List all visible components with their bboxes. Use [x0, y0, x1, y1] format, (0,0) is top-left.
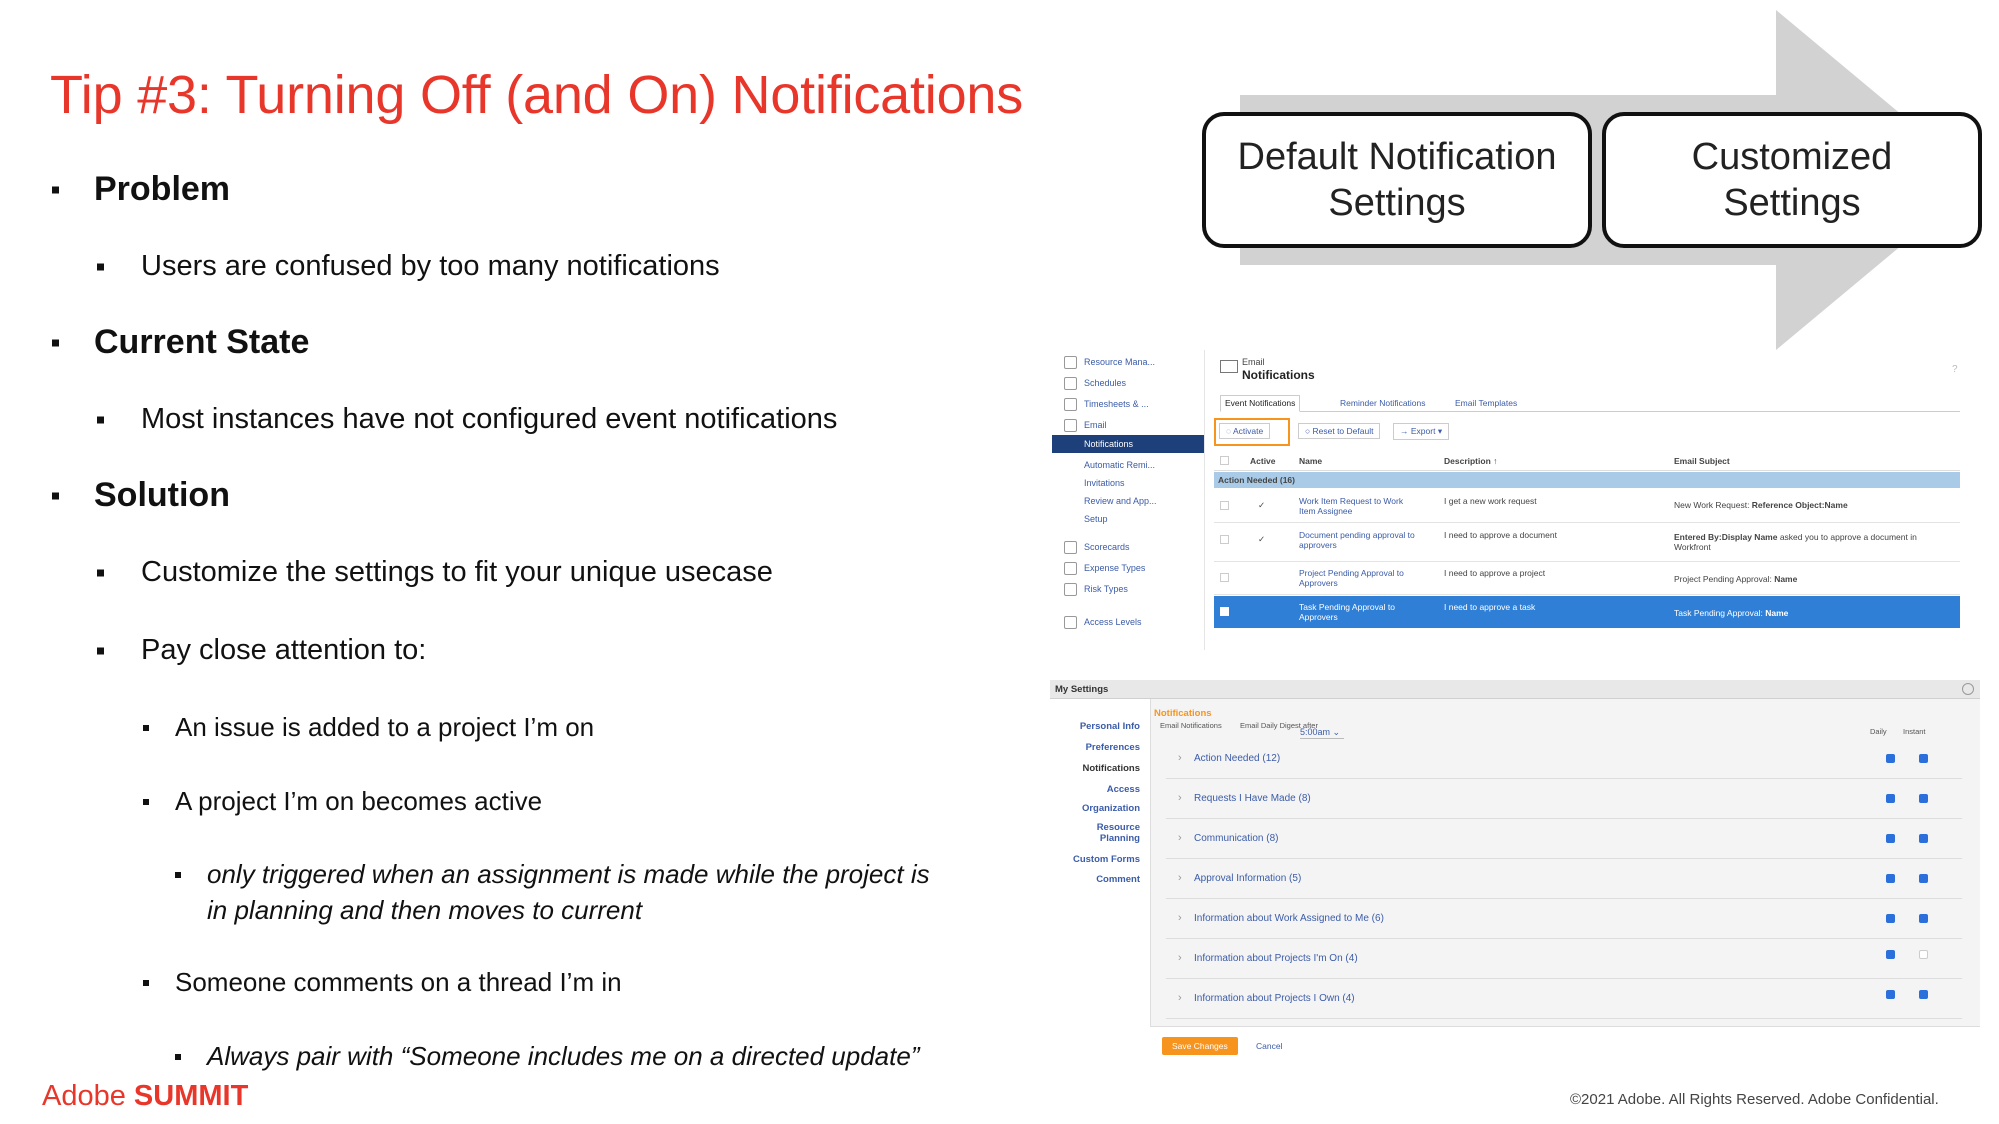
daily-checkbox[interactable] — [1886, 990, 1895, 999]
chevron-down-icon: ▾ — [1435, 426, 1443, 436]
sidebar-item-notifications[interactable] — [1052, 435, 1204, 453]
expense-icon — [1064, 562, 1077, 575]
bullet-marker — [143, 799, 149, 805]
bullet-sub — [97, 403, 837, 436]
category-label: Action Needed (12) — [1194, 753, 1281, 764]
calendar-icon — [1064, 377, 1077, 390]
category-label: Communication (8) — [1194, 833, 1279, 844]
notification-category-row[interactable] — [1166, 780, 1962, 819]
chevron-right-icon: › — [1178, 832, 1182, 844]
sidebar-item-setup[interactable]: Setup — [1084, 514, 1108, 524]
nav-preferences[interactable]: Preferences — [1085, 742, 1140, 753]
instant-checkbox[interactable] — [1919, 754, 1928, 763]
subject-field: Name — [1765, 608, 1789, 618]
scorecard-icon — [1064, 541, 1077, 554]
instant-checkbox[interactable] — [1919, 990, 1928, 999]
column-header[interactable]: Name — [1299, 456, 1323, 466]
notification-description: I need to approve a document — [1444, 530, 1557, 540]
my-settings-screenshot — [1050, 680, 1980, 1080]
bullet-problem — [52, 170, 230, 209]
bullet-note-continued: in planning and then moves to current — [207, 895, 643, 925]
subject-text: Task Pending Approval: — [1674, 608, 1766, 618]
table-row[interactable] — [1214, 523, 1960, 562]
bullet-marker — [175, 872, 181, 878]
clock-icon — [1064, 398, 1077, 411]
bullet-text: Users are confused by too many notifications — [141, 250, 720, 282]
save-changes-button[interactable]: Save Changes — [1162, 1037, 1238, 1055]
subject-field: Reference Object:Name — [1751, 500, 1848, 510]
column-daily: Daily — [1870, 727, 1887, 736]
button-label: Reset to Default — [1312, 426, 1374, 436]
bullet-text: Solution — [94, 476, 230, 514]
adobe-summit-logo — [42, 1080, 248, 1113]
sidebar-item-timesheets[interactable]: Timesheets & ... — [1084, 399, 1149, 409]
setup-sidebar — [1052, 350, 1205, 650]
chevron-right-icon: › — [1178, 792, 1182, 804]
bullet-item — [143, 967, 622, 998]
tab-bar — [1220, 397, 1960, 412]
row-checkbox[interactable] — [1220, 501, 1229, 510]
bullet-solution — [52, 476, 230, 515]
sidebar-item-label: Notifications — [1084, 439, 1134, 449]
bullet-marker — [52, 186, 59, 193]
instant-checkbox[interactable] — [1919, 834, 1928, 843]
warning-icon — [1064, 583, 1077, 596]
box-label: Customized — [1691, 136, 1893, 178]
bullet-sub — [97, 556, 773, 589]
chevron-down-icon: ⌄ — [1332, 727, 1341, 737]
column-header[interactable]: Active — [1250, 456, 1276, 466]
table-row[interactable] — [1214, 562, 1960, 595]
lock-icon — [1064, 616, 1077, 629]
sidebar-item-risk-types[interactable]: Risk Types — [1084, 584, 1128, 594]
nav-organization[interactable]: Organization — [1081, 803, 1140, 814]
bullet-marker — [97, 263, 104, 270]
tab-reminder-notifications[interactable]: Reminder Notifications — [1340, 398, 1426, 408]
cancel-button[interactable]: Cancel — [1256, 1041, 1283, 1051]
sidebar-item-invitations[interactable]: Invitations — [1084, 478, 1125, 488]
bullet-text: only triggered when an assignment is made while the project is — [207, 859, 930, 889]
logo-text: Adobe — [42, 1080, 134, 1112]
row-checkbox[interactable] — [1220, 535, 1229, 544]
notification-category-row[interactable] — [1166, 900, 1962, 939]
bullet-note — [175, 859, 930, 890]
envelope-icon — [1220, 360, 1238, 373]
email-subject — [1674, 500, 1954, 510]
header-breadcrumb: Email — [1242, 357, 1265, 367]
bullet-text: Current State — [94, 323, 310, 361]
instant-checkbox-unchecked[interactable] — [1919, 950, 1928, 959]
notification-description: I get a new work request — [1444, 496, 1537, 506]
sidebar-item-review[interactable]: Review and App... — [1084, 496, 1157, 506]
daily-checkbox[interactable] — [1886, 914, 1895, 923]
bullet-note — [175, 1041, 920, 1072]
active-check-icon: ✓ — [1258, 500, 1266, 510]
notification-category-row[interactable] — [1166, 980, 1962, 1019]
email-notifications-screenshot — [1052, 350, 1972, 650]
instant-checkbox[interactable] — [1919, 794, 1928, 803]
bullet-current-state — [52, 323, 309, 362]
bullet-marker — [175, 1054, 181, 1060]
bullet-marker — [97, 647, 104, 654]
subject-field: Name — [1774, 574, 1798, 584]
reset-to-default-button[interactable] — [1298, 423, 1380, 439]
notification-category-row[interactable] — [1166, 820, 1962, 859]
bullet-text: Someone comments on a thread I’m in — [175, 967, 622, 997]
notification-description: I need to approve a task — [1444, 602, 1536, 612]
nav-comment[interactable]: Comment — [1096, 874, 1140, 885]
table-row[interactable] — [1214, 490, 1960, 523]
sidebar-item-resource[interactable]: Resource Mana... — [1084, 357, 1156, 367]
slide-title: Tip #3: Turning Off (and On) Notifications — [50, 65, 1024, 125]
bulb-icon: ◌ — [1226, 426, 1233, 436]
bullet-text: A project I’m on becomes active — [175, 786, 543, 816]
customized-settings-box — [1602, 112, 1982, 248]
group-label: Action Needed (16) — [1218, 475, 1295, 485]
logo-text-bold: SUMMIT — [133, 1080, 249, 1112]
subject-text: Project Pending Approval: — [1674, 574, 1775, 584]
bullet-marker — [52, 492, 59, 499]
window-title: My Settings — [1055, 684, 1109, 695]
email-subject — [1674, 574, 1954, 584]
notification-category-row[interactable] — [1166, 740, 1962, 779]
column-header[interactable]: Email Subject — [1674, 456, 1730, 466]
section-title: Notifications — [1154, 708, 1212, 719]
nav-custom-forms[interactable]: Custom Forms — [1072, 854, 1140, 865]
bullet-text: Problem — [94, 170, 231, 208]
chevron-right-icon: › — [1178, 952, 1182, 964]
sidebar-item-email[interactable]: Email — [1084, 420, 1107, 430]
select-value: 5:00am — [1300, 727, 1331, 737]
category-label: Approval Information (5) — [1194, 873, 1302, 884]
category-label: Information about Projects I Own (4) — [1194, 993, 1355, 1004]
table-row-selected[interactable] — [1214, 596, 1960, 628]
chevron-right-icon: › — [1178, 872, 1182, 884]
nav-access[interactable]: Access — [1106, 784, 1140, 795]
sidebar-item-schedules[interactable]: Schedules — [1084, 378, 1127, 388]
notification-name[interactable]: Task Pending Approval to Approvers — [1299, 602, 1395, 622]
chevron-right-icon: › — [1178, 752, 1182, 764]
close-icon[interactable] — [1962, 683, 1974, 695]
help-icon[interactable]: ? — [1952, 364, 1958, 375]
bullet-text: Always pair with “Someone includes me on a directed update” — [207, 1041, 920, 1071]
daily-checkbox[interactable] — [1886, 874, 1895, 883]
tab-event-notifications[interactable]: Event Notifications — [1220, 395, 1300, 412]
bullet-item — [143, 786, 542, 817]
bullet-marker — [97, 569, 104, 576]
category-label: Information about Work Assigned to Me (6) — [1194, 913, 1384, 924]
bullet-text: An issue is added to a project I’m on — [175, 712, 595, 742]
category-label: Information about Projects I'm On (4) — [1194, 953, 1358, 964]
bullet-marker — [52, 339, 59, 346]
row-checkbox[interactable] — [1220, 573, 1229, 582]
nav-resource-planning[interactable]: Resource Planning — [1096, 822, 1140, 844]
category-label: Requests I Have Made (8) — [1194, 793, 1311, 804]
reset-icon: ○ — [1305, 426, 1313, 436]
notification-description: I need to approve a project — [1444, 568, 1546, 578]
tab-email-templates[interactable]: Email Templates — [1455, 398, 1518, 408]
daily-checkbox[interactable] — [1886, 794, 1895, 803]
bullet-text: Most instances have not configured event notifications — [141, 403, 838, 435]
subject-field: Entered By:Display Name — [1674, 532, 1778, 542]
daily-checkbox[interactable] — [1886, 754, 1895, 763]
bullet-marker — [143, 980, 149, 986]
sidebar-item-scorecards[interactable]: Scorecards — [1084, 542, 1130, 552]
email-notifications-label: Email Notifications — [1160, 721, 1222, 730]
select-all-checkbox[interactable] — [1220, 456, 1229, 465]
subject-text: asked you to approve a document in Workfront — [1674, 532, 1917, 552]
active-check-icon: ✓ — [1258, 534, 1266, 544]
table-header — [1214, 452, 1960, 471]
daily-checkbox[interactable] — [1886, 950, 1895, 959]
group-header[interactable] — [1214, 472, 1960, 488]
row-checkbox-checked[interactable] — [1220, 607, 1229, 616]
copyright: ©2021 Adobe. All Rights Reserved. Adobe Confidential. — [1570, 1091, 1939, 1108]
bullet-text: Pay close attention to: — [141, 634, 427, 666]
instant-checkbox[interactable] — [1919, 874, 1928, 883]
box-label: Settings — [1723, 182, 1861, 224]
sidebar-item-access-levels[interactable]: Access Levels — [1084, 617, 1142, 627]
digest-label: Email Daily Digest after — [1240, 721, 1318, 730]
column-header[interactable]: Description ↑ — [1444, 456, 1498, 466]
subject-text: New Work Request: — [1674, 500, 1752, 510]
instant-checkbox[interactable] — [1919, 914, 1928, 923]
notification-category-row[interactable] — [1166, 860, 1962, 899]
resource-icon — [1064, 356, 1077, 369]
sidebar-item-reminders[interactable]: Automatic Remi... — [1084, 460, 1156, 470]
bullet-marker — [97, 416, 104, 423]
digest-time-select[interactable] — [1300, 727, 1344, 739]
sidebar-item-expense-types[interactable]: Expense Types — [1084, 563, 1146, 573]
activate-button[interactable] — [1219, 423, 1270, 439]
export-button[interactable] — [1393, 423, 1449, 440]
button-label: Export — [1410, 426, 1436, 436]
notification-name[interactable]: Work Item Request to Work Item Assignee — [1299, 496, 1404, 516]
chevron-right-icon: › — [1178, 912, 1182, 924]
bullet-sub — [97, 634, 426, 667]
box-label: Default Notification — [1237, 136, 1557, 178]
daily-checkbox[interactable] — [1886, 834, 1895, 843]
settings-nav — [1050, 699, 1144, 1079]
page-title: Notifications — [1242, 368, 1315, 382]
export-icon: → — [1400, 426, 1411, 436]
column-instant: Instant — [1903, 727, 1926, 736]
bullet-marker — [143, 725, 149, 731]
button-label: Activate — [1232, 426, 1264, 436]
default-settings-box — [1202, 112, 1592, 248]
bullet-sub — [97, 250, 720, 283]
chevron-right-icon: › — [1178, 992, 1182, 1004]
nav-notifications[interactable]: Notifications — [1082, 763, 1140, 774]
window-title-bar — [1050, 680, 1980, 699]
notification-name[interactable]: Document pending approval to approvers — [1299, 530, 1415, 550]
email-subject — [1674, 608, 1954, 618]
bullet-item — [143, 712, 594, 743]
email-subject — [1674, 532, 1954, 552]
notification-category-row[interactable] — [1166, 940, 1962, 979]
bullet-text: Customize the settings to fit your unique usecase — [141, 556, 773, 588]
box-label: Settings — [1328, 182, 1466, 224]
nav-personal-info[interactable]: Personal Info — [1079, 721, 1140, 732]
email-icon — [1064, 419, 1077, 432]
notification-name[interactable]: Project Pending Approval to Approvers — [1299, 568, 1404, 588]
